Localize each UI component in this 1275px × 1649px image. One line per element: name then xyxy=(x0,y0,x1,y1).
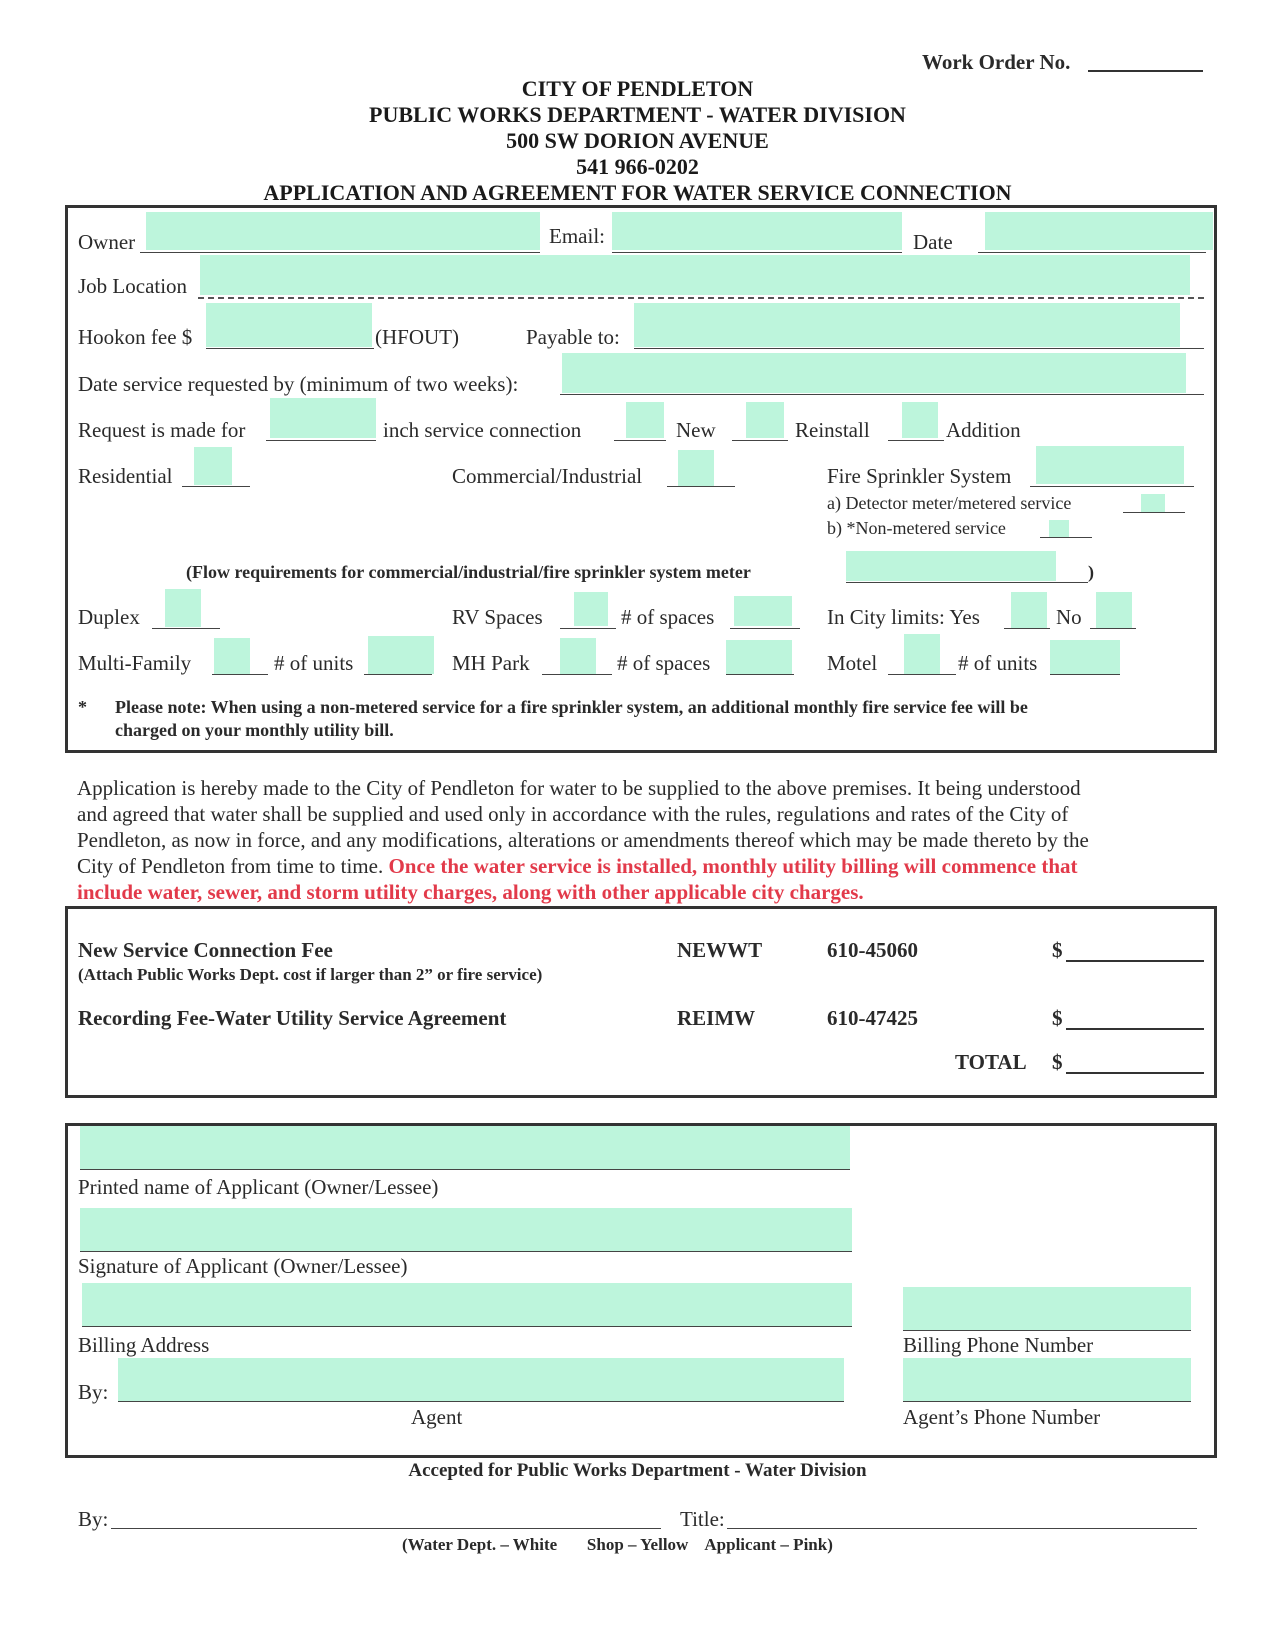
billing-phone-field[interactable] xyxy=(903,1287,1191,1331)
detector-meter-label: a) Detector meter/metered service xyxy=(827,493,1072,513)
date-label: Date xyxy=(913,230,953,254)
rv-num-spaces-field[interactable] xyxy=(734,596,792,626)
non-metered-label: b) *Non-metered service xyxy=(827,518,1006,538)
mh-park-checkbox[interactable] xyxy=(560,638,596,674)
owner-underline xyxy=(140,252,540,253)
agent-field[interactable] xyxy=(118,1358,844,1402)
fee-row-1-label: New Service Connection Fee xyxy=(78,938,333,962)
residential-label: Residential xyxy=(78,464,173,488)
date-underline xyxy=(978,252,1206,253)
residential-checkbox[interactable] xyxy=(194,447,232,485)
fee-row-2-code: REIMW xyxy=(677,1006,756,1030)
city-name: CITY OF PENDLETON xyxy=(521,76,754,101)
accepted-for-label: Accepted for Public Works Department - Water Division xyxy=(408,1460,867,1481)
agreement-line-4 xyxy=(77,854,1078,879)
new-checkbox[interactable] xyxy=(626,402,664,438)
agent-by-label: By: xyxy=(78,1380,109,1404)
signature-field[interactable] xyxy=(80,1208,852,1252)
signature-label: Signature of Applicant (Owner/Lessee) xyxy=(78,1254,408,1278)
inch-service-label: inch service connection xyxy=(383,418,582,442)
multi-family-units-label: # of units xyxy=(274,651,354,675)
in-city-no-underline xyxy=(1090,628,1136,629)
rv-num-spaces-label: # of spaces xyxy=(621,605,715,629)
date-requested-field[interactable] xyxy=(562,353,1186,393)
non-metered-underline xyxy=(1040,537,1092,538)
owner-label: Owner xyxy=(78,230,136,254)
flow-requirements-label: (Flow requirements for commercial/industrial/fire sprinkler system meter xyxy=(186,562,751,582)
multi-family-underline xyxy=(212,674,268,675)
in-city-yes-label: In City limits: Yes xyxy=(827,605,980,629)
addition-checkbox[interactable] xyxy=(902,402,938,438)
flow-requirements-field[interactable] xyxy=(846,551,1056,581)
multi-family-units-underline xyxy=(364,674,432,675)
job-location-field[interactable] xyxy=(200,255,1190,295)
motel-underline xyxy=(888,674,956,675)
fee-row-1-amount[interactable] xyxy=(1066,960,1204,962)
accepted-title-field[interactable] xyxy=(727,1528,1197,1529)
in-city-yes-checkbox[interactable] xyxy=(1011,592,1047,628)
commercial-checkbox[interactable] xyxy=(678,450,714,486)
motel-units-field[interactable] xyxy=(1050,640,1120,674)
billing-address-field[interactable] xyxy=(82,1283,852,1327)
multi-family-checkbox[interactable] xyxy=(214,638,250,674)
fee-row-1-note: (Attach Public Works Dept. cost if larger than 2” or fire service) xyxy=(78,965,543,984)
note-asterisk: * xyxy=(78,697,87,717)
rv-num-spaces-underline xyxy=(730,628,800,629)
duplex-underline xyxy=(152,628,220,629)
in-city-no-label: No xyxy=(1056,605,1082,629)
new-label: New xyxy=(676,418,716,442)
date-requested-underline xyxy=(560,394,1204,395)
agreement-line-1: Application is hereby made to the City of Pendleton for water to be supplied to the above premises. It being understood xyxy=(77,776,1081,800)
fee-row-2-label: Recording Fee-Water Utility Service Agreement xyxy=(78,1006,507,1030)
note-line-1: Please note: When using a non-metered service for a fire sprinkler system, an additional monthly fire service fee will be xyxy=(115,697,1028,717)
in-city-no-checkbox[interactable] xyxy=(1096,592,1132,628)
job-location-underline xyxy=(198,297,1204,299)
reinstall-underline xyxy=(732,440,788,441)
detector-meter-underline xyxy=(1123,512,1185,513)
commercial-label: Commercial/Industrial xyxy=(452,464,643,488)
mh-park-spaces-field[interactable] xyxy=(726,640,792,674)
agent-phone-field[interactable] xyxy=(903,1358,1191,1402)
agreement-line-4-plain: City of Pendleton from time to time. xyxy=(77,854,389,878)
fee-row-1-code: NEWWT xyxy=(677,938,763,962)
note-line-2: charged on your monthly utility bill. xyxy=(115,720,394,740)
duplex-label: Duplex xyxy=(78,605,140,629)
fee-row-1-account: 610-45060 xyxy=(827,938,918,962)
rv-spaces-checkbox[interactable] xyxy=(574,592,608,626)
owner-field[interactable] xyxy=(146,212,540,250)
fees-section xyxy=(65,906,1217,1098)
form-title: APPLICATION AND AGREEMENT FOR WATER SERVICE CONNECTION xyxy=(263,180,1012,205)
flow-close-paren: ) xyxy=(1088,562,1094,582)
fee-row-1-dollar: $ xyxy=(1052,938,1063,962)
mh-park-spaces-underline xyxy=(726,674,794,675)
hookon-fee-field[interactable] xyxy=(206,303,372,347)
hfout-label: (HFOUT) xyxy=(375,325,459,349)
new-underline xyxy=(614,440,666,441)
total-label: TOTAL xyxy=(955,1050,1027,1074)
multi-family-label: Multi-Family xyxy=(78,651,192,675)
email-underline xyxy=(612,252,902,253)
job-location-label: Job Location xyxy=(78,274,188,298)
date-field[interactable] xyxy=(985,212,1213,250)
motel-units-label: # of units xyxy=(958,651,1038,675)
fee-row-2-amount[interactable] xyxy=(1066,1028,1204,1030)
addition-underline xyxy=(888,440,944,441)
non-metered-checkbox[interactable] xyxy=(1049,520,1069,537)
mh-park-label: MH Park xyxy=(452,651,530,675)
service-size-field[interactable] xyxy=(270,398,376,438)
billing-address-label: Billing Address xyxy=(78,1333,210,1357)
rv-underline xyxy=(560,628,616,629)
department-phone: 541 966-0202 xyxy=(576,154,699,179)
department-address: 500 SW DORION AVENUE xyxy=(506,128,769,153)
total-dollar: $ xyxy=(1052,1050,1063,1074)
printed-name-label: Printed name of Applicant (Owner/Lessee) xyxy=(78,1175,439,1199)
agent-phone-label: Agent’s Phone Number xyxy=(903,1405,1101,1429)
motel-checkbox[interactable] xyxy=(904,634,940,674)
fee-row-2-dollar: $ xyxy=(1052,1006,1063,1030)
accepted-by-label: By: xyxy=(78,1507,109,1531)
payable-to-underline xyxy=(634,348,1204,349)
agreement-line-3: Pendleton, as now in force, and any modifications, alterations or amendments thereof which may be made thereto by the xyxy=(77,828,1089,852)
email-label: Email: xyxy=(549,224,605,248)
total-amount[interactable] xyxy=(1066,1072,1204,1074)
date-requested-label: Date service requested by (minimum of two weeks): xyxy=(78,372,519,396)
multi-family-units-field[interactable] xyxy=(368,636,434,674)
mh-park-spaces-label: # of spaces xyxy=(617,651,711,675)
agreement-line-2: and agreed that water shall be supplied and used only in accordance with the rules, regulations and rates of the City of xyxy=(77,802,1069,826)
fire-sprinkler-field[interactable] xyxy=(1036,446,1184,484)
in-city-yes-underline xyxy=(1004,628,1050,629)
service-size-underline xyxy=(266,440,376,441)
duplex-checkbox[interactable] xyxy=(165,589,201,627)
agent-label: Agent xyxy=(411,1405,463,1429)
residential-underline xyxy=(182,486,250,487)
request-made-for-label: Request is made for xyxy=(78,418,246,442)
motel-label: Motel xyxy=(827,651,878,675)
flow-requirements-underline xyxy=(846,582,1088,583)
payable-to-label: Payable to: xyxy=(526,325,620,349)
commercial-underline xyxy=(667,486,735,487)
billing-phone-label: Billing Phone Number xyxy=(903,1333,1094,1357)
copy-distribution: (Water Dept. – White Shop – Yellow Applicant – Pink) xyxy=(402,1535,833,1554)
billing-notice-part-2: include water, sewer, and storm utility charges, along with other applicable city charges. xyxy=(77,880,864,904)
fire-sprinkler-underline xyxy=(1030,486,1194,487)
motel-units-underline xyxy=(1050,674,1120,675)
hookon-fee-label: Hookon fee $ xyxy=(78,325,193,349)
work-order-field[interactable] xyxy=(1088,70,1203,72)
work-order-label: Work Order No. xyxy=(922,50,1071,74)
email-field[interactable] xyxy=(612,212,902,250)
accepted-title-label: Title: xyxy=(680,1507,725,1531)
addition-label: Addition xyxy=(946,418,1021,442)
department-name: PUBLIC WORKS DEPARTMENT - WATER DIVISION xyxy=(369,102,906,127)
mh-park-underline xyxy=(542,674,612,675)
fire-sprinkler-label: Fire Sprinkler System xyxy=(827,464,1012,488)
rv-spaces-label: RV Spaces xyxy=(452,605,543,629)
accepted-by-field[interactable] xyxy=(111,1528,661,1529)
printed-name-field[interactable] xyxy=(80,1126,850,1170)
billing-notice-part-1: Once the water service is installed, monthly utility billing will commence that xyxy=(388,854,1078,878)
payable-to-field[interactable] xyxy=(634,303,1180,347)
hookon-fee-underline xyxy=(206,348,374,349)
reinstall-label: Reinstall xyxy=(795,418,870,442)
reinstall-checkbox[interactable] xyxy=(746,402,784,438)
fee-row-2-account: 610-47425 xyxy=(827,1006,918,1030)
detector-meter-checkbox[interactable] xyxy=(1141,494,1165,512)
